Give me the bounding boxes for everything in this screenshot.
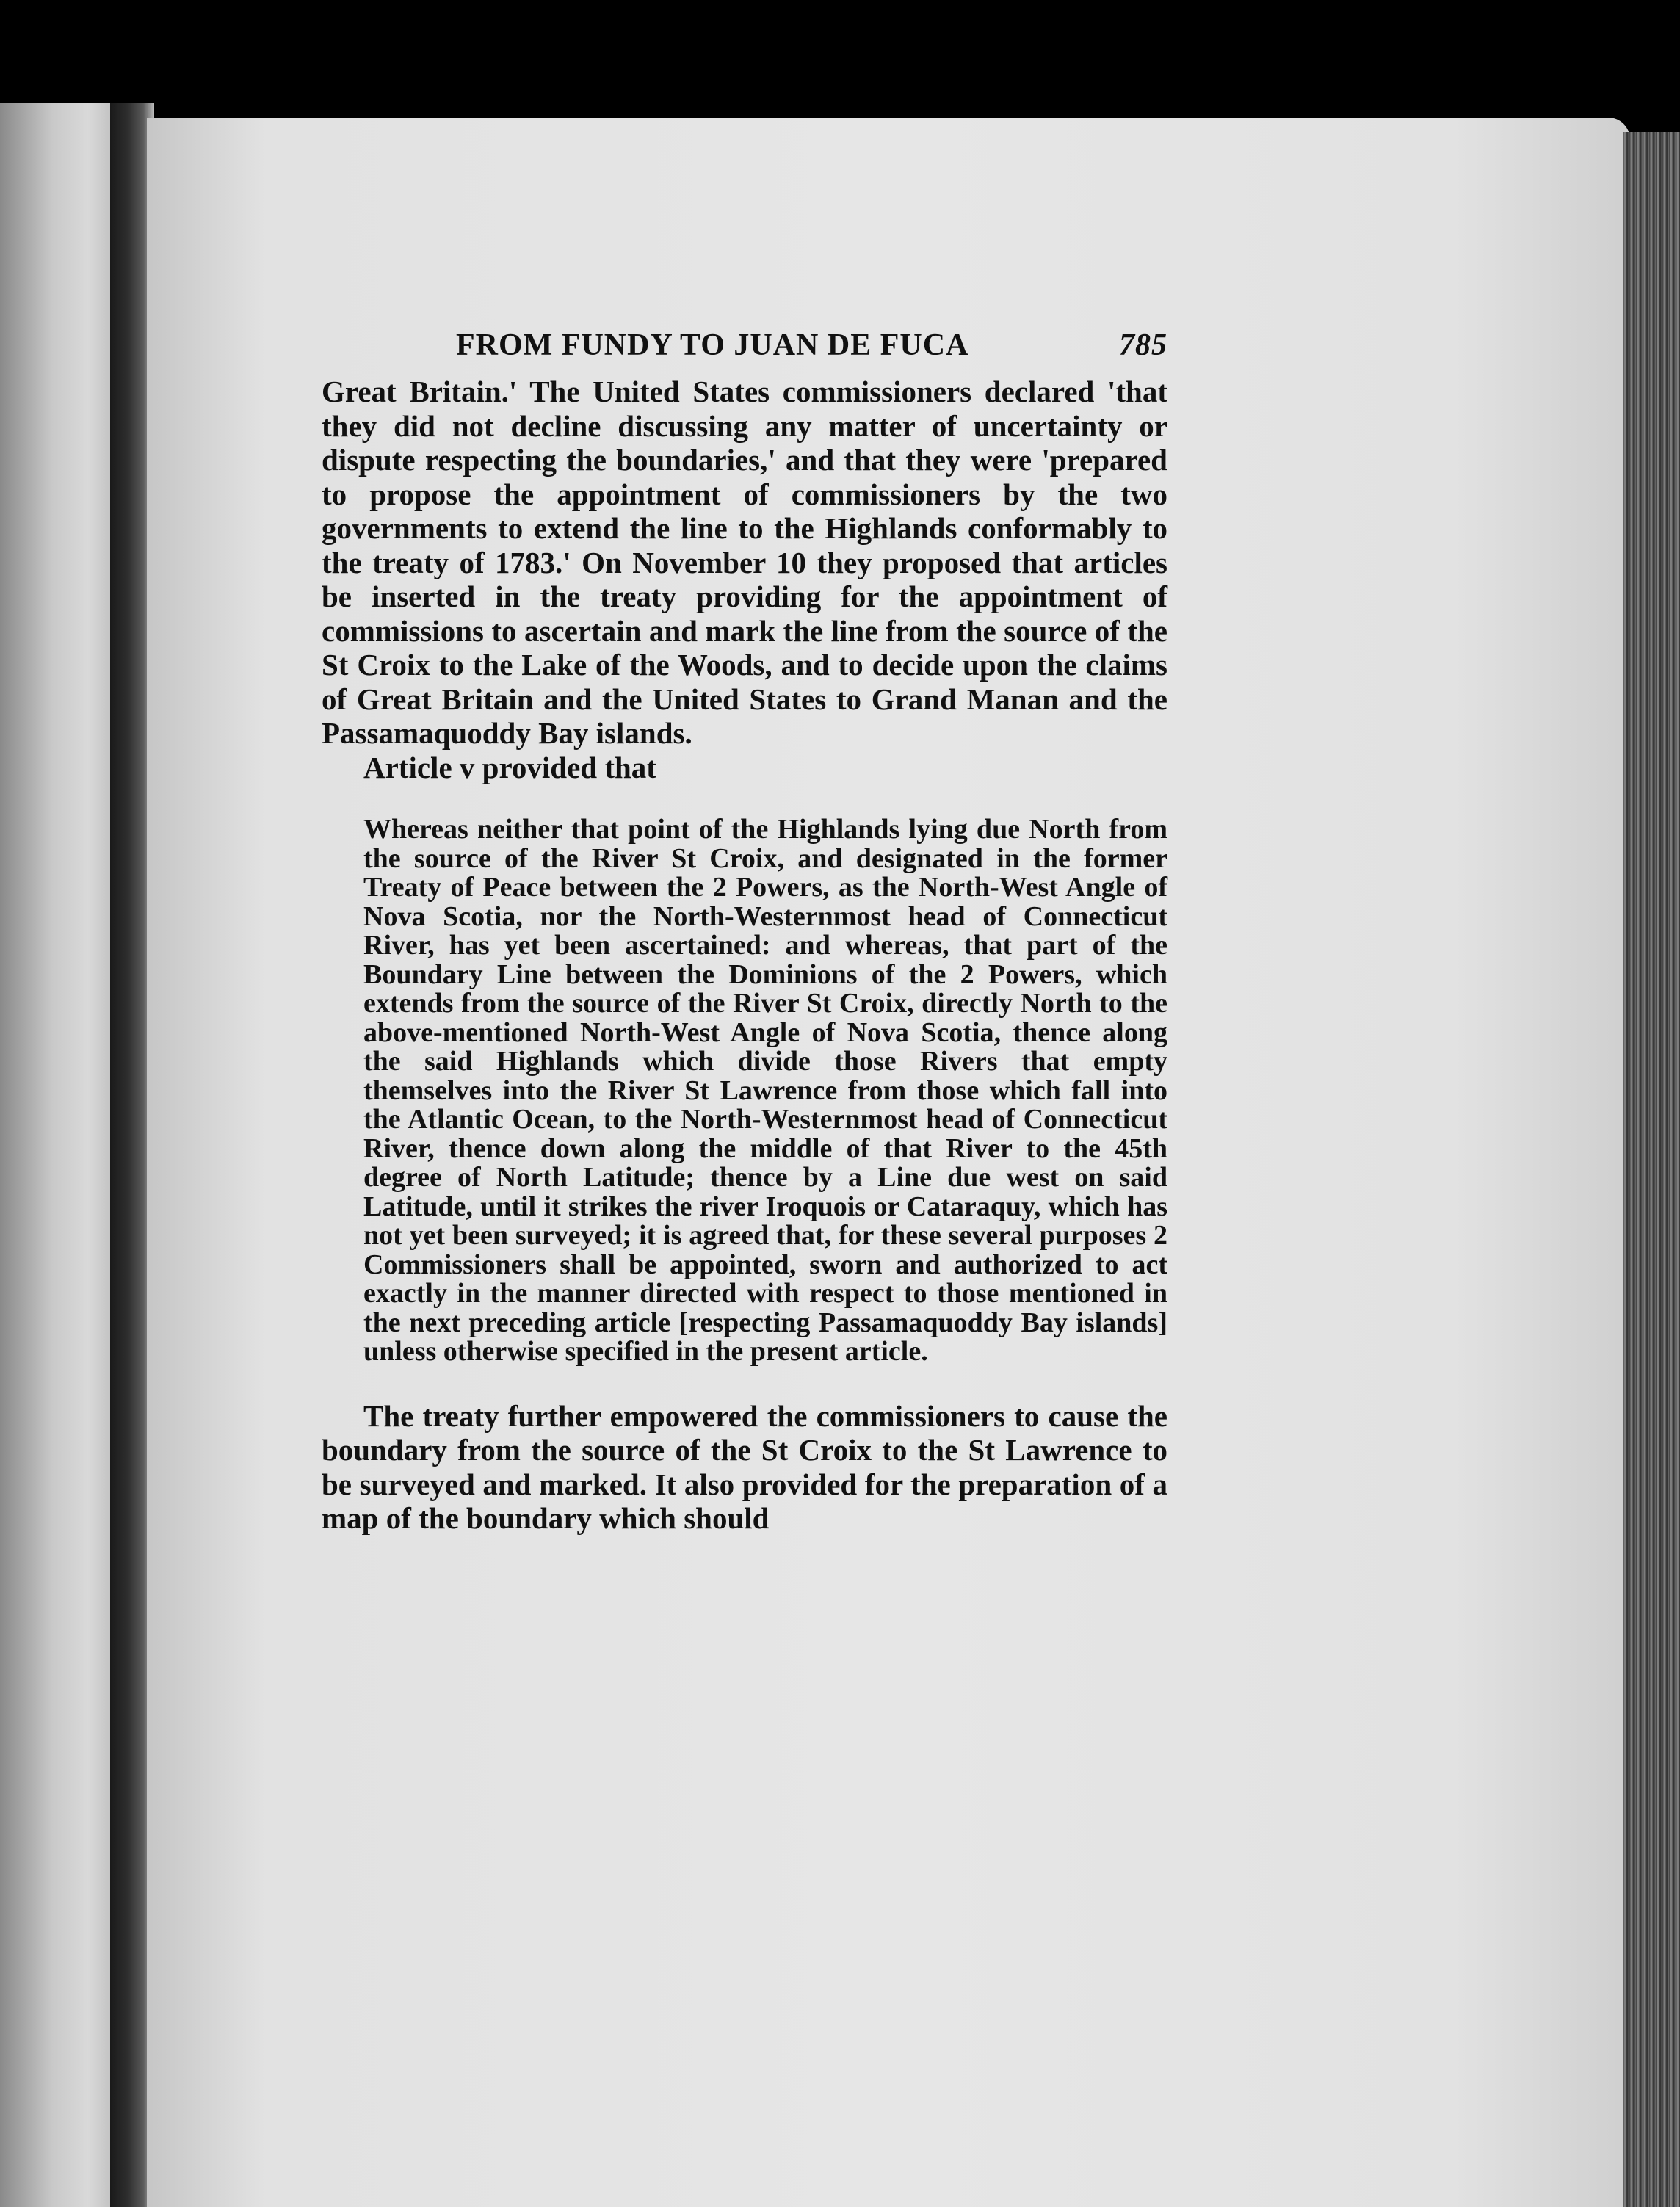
right-page-edges bbox=[1623, 132, 1680, 2207]
paragraph-treaty-map: The treaty further empowered the commissioners to cause the boundary from the source of the St Croix to the St Lawrence to be surveyed and marked. It also provided for the preparation of a map of the boundary which should bbox=[322, 1398, 1167, 1535]
left-page-edge bbox=[0, 103, 117, 2207]
paragraph-article-intro: Article v provided that bbox=[363, 750, 656, 784]
paragraph-commissioners: Great Britain.' The United States commissioners declared 'that they did not decline discussing any matter of uncertainty or dispute respecting the boundaries,' and that they were 'prepared to propose the appointment of commissioners by the two governments to extend the line to the Highlands conformably to the treaty of 1783.' On November 10 they proposed that articles be inserted in the treaty providing for the appointment of commissions to ascertain and mark the line from the source of the St Croix to the Lake of the Woods, and to decide upon the claims of Great Britain and the United States to Grand Manan and the Passamaquoddy Bay islands. bbox=[322, 375, 1167, 750]
running-head bbox=[322, 323, 1167, 375]
running-head-title: FROM FUNDY TO JUAN DE FUCA bbox=[456, 328, 969, 362]
page-text bbox=[322, 323, 1167, 1536]
article-v-quotation: Whereas neither that point of the Highlands lying due North from the source of the River St Croix, and designated in the former Treaty of Peace between the 2 Powers, as the North-West Angle of Nova Scotia, nor the North-Westernmost head of Connecticut River, has yet been ascertained: and whereas, that part of the Boundary Line between the Dominions of the 2 Powers, which extends from the source of the River St Croix, directly North to the above-mentioned North-West Angle of Nova Scotia, thence along the said Highlands which divide those Rivers that empty themselves into the River St Lawrence from those which fall into the Atlantic Ocean, to the North-Westernmost head of Connecticut River, thence down along the middle of that River to the 45th degree of North Latitude; thence by a Line due west on said Latitude, until it strikes the river Iroquois or Cataraquy, which has not yet been surveyed; it is agreed that, for these several purposes 2 Commissioners shall be appointed, sworn and authorized to act exactly in the manner directed with respect to those mentioned in the next preceding article [respecting Passamaquoddy Bay islands] unless otherwise specified in the present article. bbox=[363, 814, 1167, 1367]
page-number: 785 bbox=[1119, 328, 1167, 362]
